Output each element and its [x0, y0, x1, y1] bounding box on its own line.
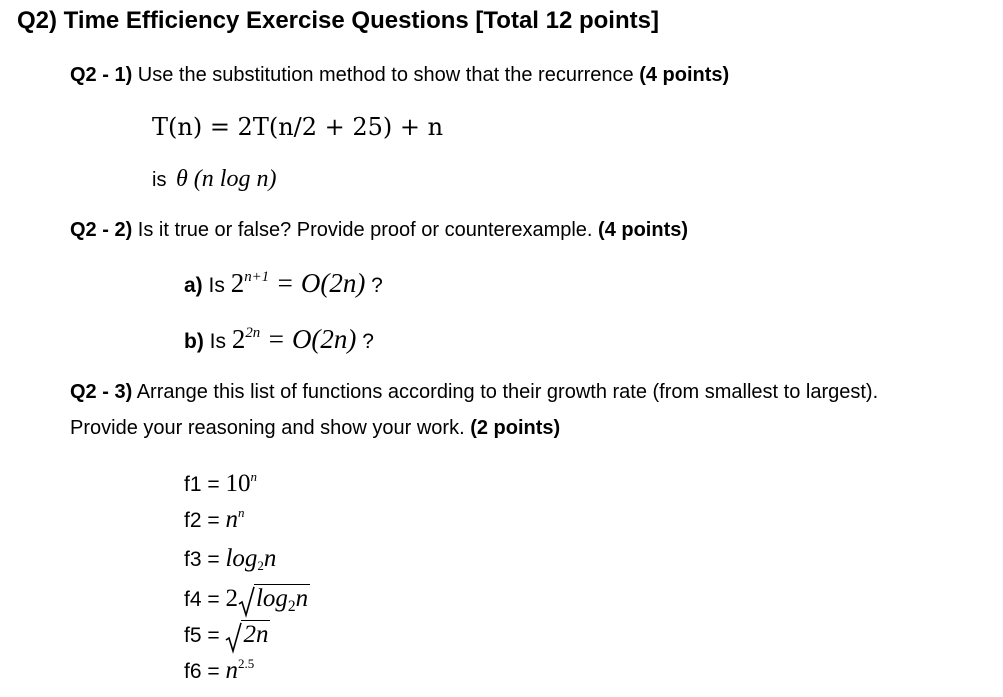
question-text: Is it true or false? Provide proof or counterexample.: [132, 219, 599, 241]
question-text: Arrange this list of functions according to their growth rate (from smallest to largest).: [132, 381, 879, 403]
part-b-question-mark: ?: [356, 330, 374, 353]
function-arg: n: [295, 585, 309, 612]
part-a-base: 2: [230, 268, 245, 298]
points-badge: (2 points): [470, 417, 561, 439]
question-label: Q2 - 2): [70, 219, 133, 241]
sqrt-icon: [225, 622, 242, 654]
sqrt-icon: [238, 586, 255, 618]
function-f4: [184, 584, 310, 613]
part-b-rhs: = O(2n): [260, 324, 357, 354]
function-coefficient: 2: [225, 585, 238, 612]
function-log-base: 2: [257, 557, 264, 573]
part-a-exponent: n+1: [244, 268, 270, 285]
is-text: is: [152, 169, 167, 191]
question-text: Use the substitution method to show that the recurrence: [132, 64, 640, 86]
points-badge: (4 points): [639, 64, 730, 86]
part-b-label: b): [184, 330, 204, 353]
function-f3: [184, 545, 276, 573]
function-label: f6 =: [184, 660, 226, 683]
function-exponent: n: [237, 505, 245, 521]
question-q2-3-line2: [70, 417, 560, 440]
part-b-is: Is: [203, 330, 232, 353]
part-a-is: Is: [202, 274, 231, 297]
function-radicand: 2n: [243, 621, 269, 648]
recurrence-equation: T(n) = 2T(n/2 + 25) + n: [152, 113, 444, 141]
function-exponent: 2.5: [237, 656, 255, 672]
question-label: Q2 - 1): [70, 64, 133, 86]
function-f5: [184, 620, 270, 649]
part-a-question-mark: ?: [365, 274, 383, 297]
function-log-base: 2: [287, 597, 296, 615]
function-f6: [184, 657, 254, 685]
part-a: [184, 268, 383, 299]
part-b: [184, 324, 374, 355]
function-log: log: [225, 545, 258, 572]
points-badge: (4 points): [598, 219, 689, 241]
function-f2: [184, 506, 244, 534]
function-base: 10: [225, 470, 251, 497]
function-arg: n: [263, 545, 277, 572]
part-a-rhs: = O(2n): [269, 268, 366, 298]
sqrt-radical: [225, 620, 270, 649]
question-q2-3: [70, 381, 878, 404]
question-label: Q2 - 3): [70, 381, 133, 403]
part-a-label: a): [184, 274, 203, 297]
function-f1: [184, 470, 257, 498]
sqrt-radical: [238, 584, 310, 613]
function-label: f2 =: [184, 509, 226, 532]
part-b-base: 2: [231, 324, 246, 354]
function-exponent: n: [250, 469, 257, 485]
question-q2-2: [70, 219, 688, 242]
question-q2-1: [70, 64, 729, 87]
function-label: f1 =: [184, 473, 226, 496]
function-base: n: [225, 657, 238, 684]
theta-expression: θ (n log n): [176, 166, 277, 192]
theta-statement: [152, 166, 276, 193]
part-b-exponent: 2n: [245, 324, 261, 341]
page-title: Q2) Time Efficiency Exercise Questions [Total 12 points]: [17, 7, 659, 34]
function-label: f5 =: [184, 624, 226, 647]
function-log: log: [255, 585, 288, 612]
function-label: f4 =: [184, 588, 226, 611]
question-text: Provide your reasoning and show your work.: [70, 417, 471, 439]
function-base: n: [225, 506, 238, 533]
function-label: f3 =: [184, 548, 226, 571]
